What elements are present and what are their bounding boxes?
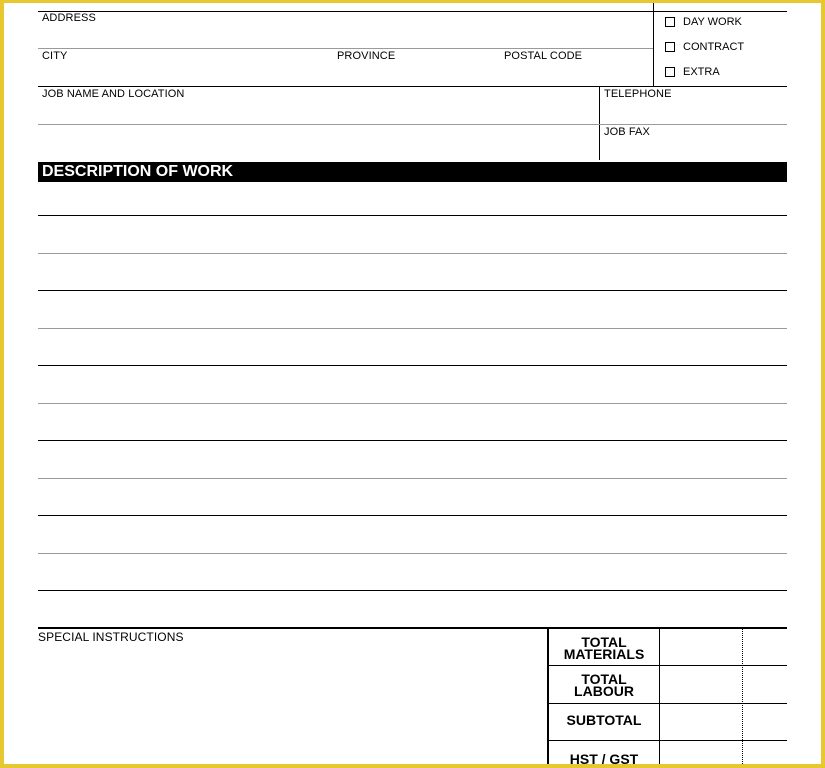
city-field-line[interactable] [38, 86, 787, 87]
postal-code-label: POSTAL CODE [504, 50, 583, 62]
description-of-work-header: DESCRIPTION OF WORK [38, 162, 787, 182]
total-labour-label [548, 673, 660, 697]
tax-value[interactable] [660, 741, 787, 765]
special-instructions-field[interactable] [38, 646, 544, 764]
description-line-7[interactable] [38, 440, 787, 441]
job-fax-label: JOB FAX [604, 126, 650, 138]
header-options-divider [653, 0, 654, 86]
subtotal-value[interactable] [660, 704, 787, 740]
address-label: ADDRESS [42, 12, 96, 24]
job-name-label: JOB NAME AND LOCATION [42, 88, 185, 100]
header-top-rule [38, 11, 787, 12]
total-labour-line2: LABOUR [574, 683, 634, 699]
option-day-work-label: DAY WORK [683, 16, 742, 28]
address-field-line[interactable] [38, 48, 653, 49]
option-contract-label: CONTRACT [683, 41, 745, 53]
option-day-work[interactable] [665, 16, 742, 28]
total-materials-label [548, 636, 660, 660]
total-materials-line2: MATERIALS [563, 646, 645, 662]
telephone-label: TELEPHONE [604, 88, 672, 100]
description-line-6[interactable] [38, 403, 787, 404]
description-line-5[interactable] [38, 365, 787, 366]
total-materials-value[interactable] [660, 629, 787, 665]
special-instructions-label: SPECIAL INSTRUCTIONS [38, 630, 184, 644]
description-line-2[interactable] [38, 253, 787, 254]
telephone-divider [599, 86, 600, 160]
job-name-field-line[interactable] [38, 124, 787, 125]
checkbox-day-work[interactable] [665, 17, 675, 27]
option-extra[interactable] [665, 66, 720, 78]
description-line-10[interactable] [38, 553, 787, 554]
province-label: PROVINCE [337, 50, 396, 62]
description-line-8[interactable] [38, 478, 787, 479]
city-label: CITY [42, 50, 68, 62]
description-line-4[interactable] [38, 328, 787, 329]
option-extra-label: EXTRA [683, 66, 720, 78]
subtotal-label: SUBTOTAL [566, 712, 642, 728]
description-line-3[interactable] [38, 290, 787, 291]
description-line-11[interactable] [38, 590, 787, 591]
total-materials-line1: TOTAL [581, 634, 627, 650]
option-contract[interactable] [665, 41, 744, 53]
tax-label: HST / GST [569, 751, 639, 767]
total-labour-value[interactable] [660, 666, 787, 702]
description-line-1[interactable] [38, 215, 787, 216]
checkbox-extra[interactable] [665, 67, 675, 77]
description-line-9[interactable] [38, 515, 787, 516]
total-labour-line1: TOTAL [581, 671, 627, 687]
checkbox-contract[interactable] [665, 42, 675, 52]
